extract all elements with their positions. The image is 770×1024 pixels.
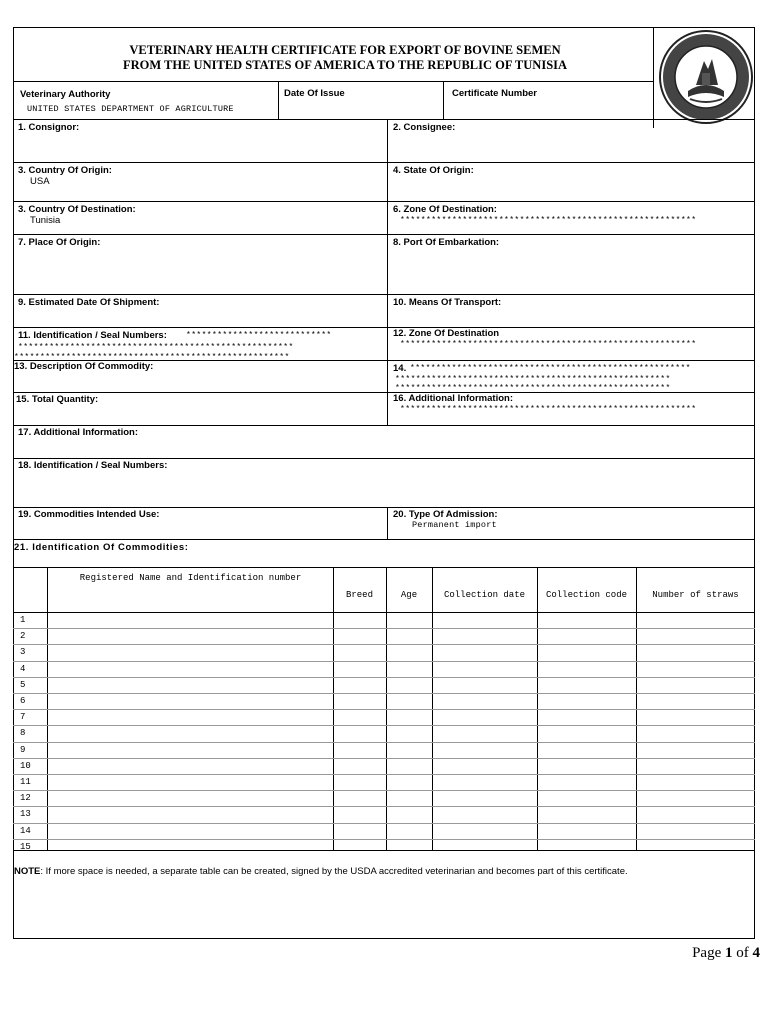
row-divider: [13, 742, 755, 743]
zone-destination-label: 6. Zone Of Destination:: [393, 204, 497, 215]
row-number: 11: [20, 777, 31, 787]
rule: [278, 81, 279, 119]
country-destination-label: 3. Country Of Destination:: [18, 204, 136, 215]
type-admission-value: Permanent import: [412, 520, 497, 530]
zone-destination-stars: *********************************************************: [400, 216, 697, 225]
zone-destination-12-stars: *********************************************************: [400, 340, 697, 349]
row-number: 10: [20, 760, 31, 771]
description-commodity-label: 13. Description Of Commodity:: [14, 361, 154, 372]
identification-seal-label: 11. Identification / Seal Numbers:: [18, 330, 167, 341]
type-admission-label: 20. Type Of Admission:: [393, 509, 498, 520]
note-body: : If more space is needed, a separate table can be created, signed by the USDA accredited veterinarian and becomes part of this certificate.: [40, 866, 628, 877]
title-line-1: VETERINARY HEALTH CERTIFICATE FOR EXPORT OF BOVINE SEMEN: [129, 43, 561, 57]
country-destination-value: Tunisia: [30, 215, 61, 226]
rule: [13, 81, 654, 82]
rule: [13, 327, 755, 328]
row-number: 15: [20, 841, 31, 852]
rule: [387, 507, 388, 539]
date-issue-label: Date Of Issue: [284, 88, 345, 99]
consignee-label: 2. Consignee:: [393, 122, 456, 133]
state-origin-label: 4. State Of Origin:: [393, 165, 474, 176]
col-header-number-straws: Number of straws: [652, 590, 739, 600]
row-divider: [13, 661, 755, 662]
row-divider: [13, 823, 755, 824]
row-number: 6: [20, 696, 26, 706]
row-number: 5: [20, 679, 26, 690]
rule: [13, 539, 755, 540]
row-divider: [13, 644, 755, 645]
identification-commodities-label: 21. Identification Of Commodities:: [14, 542, 189, 553]
port-embarkation-label: 8. Port Of Embarkation:: [393, 237, 500, 248]
identification-seal-stars: *****************************************************: [14, 353, 290, 362]
col-header-name: Registered Name and Identification number: [79, 573, 302, 583]
col-header-age: Age: [400, 590, 418, 600]
rule: [13, 201, 755, 202]
means-transport-label: 10. Means Of Transport:: [393, 297, 502, 308]
row-number: 3: [20, 647, 26, 658]
consignor-label: 1. Consignor:: [18, 122, 80, 133]
row-divider: [13, 806, 755, 807]
col-header-collection-code: Collection code: [545, 590, 627, 600]
page-indicator: [692, 945, 760, 962]
row-number: 4: [20, 663, 26, 674]
row-divider: [13, 839, 755, 840]
additional-info-16-stars: *********************************************************: [400, 405, 697, 414]
row-number: 12: [20, 793, 31, 804]
page-total: 4: [752, 945, 760, 961]
row-divider: [13, 725, 755, 726]
row-divider: [13, 790, 755, 791]
authority-value: UNITED STATES DEPARTMENT OF AGRICULTURE: [27, 104, 234, 114]
place-origin-label: 7. Place Of Origin:: [18, 237, 101, 248]
title-line-2: FROM THE UNITED STATES OF AMERICA TO THE REPUBLIC OF TUNISIA: [122, 58, 568, 72]
rule: [13, 458, 755, 459]
page-word: Page: [692, 945, 722, 961]
row-number: 14: [20, 825, 31, 836]
field-14-stars: *****************************************************: [395, 384, 671, 393]
row-number: 8: [20, 728, 26, 739]
row-number: 1: [20, 615, 26, 625]
row-divider: [13, 677, 755, 678]
estimated-date-label: 9. Estimated Date Of Shipment:: [18, 297, 160, 308]
rule: [13, 234, 755, 235]
field-14-label: 14.: [393, 363, 407, 374]
country-origin-value: USA: [30, 176, 50, 187]
row-divider: [13, 709, 755, 710]
identification-seal-stars: *****************************************************: [18, 343, 294, 352]
col-header-collection-date: Collection date: [443, 590, 525, 600]
country-origin-label: 3. Country Of Origin:: [18, 165, 112, 176]
certificate-border: [13, 27, 755, 939]
row-divider: [13, 693, 755, 694]
usda-seal-icon: [658, 29, 754, 125]
row-number: 13: [20, 809, 31, 820]
certificate-number-label: Certificate Number: [452, 88, 537, 99]
rule: [13, 294, 755, 295]
identification-18-label: 18. Identification / Seal Numbers:: [18, 460, 168, 471]
row-number: 9: [20, 744, 26, 755]
row-number: 7: [20, 712, 26, 723]
row-divider: [13, 628, 755, 629]
rule: [13, 119, 755, 120]
of-word: of: [736, 945, 749, 961]
rule: [387, 119, 388, 425]
col-header-breed: Breed: [345, 590, 373, 600]
field-14-stars: ******************************************************: [410, 364, 691, 373]
total-quantity-label: 15. Total Quantity:: [16, 394, 99, 405]
additional-info-17-label: 17. Additional Information:: [18, 427, 138, 438]
rule: [13, 507, 755, 508]
field-14-stars: *****************************************************: [395, 375, 671, 384]
note-text: [14, 866, 628, 877]
rule: [13, 162, 755, 163]
zone-destination-12-label: 12. Zone Of Destination: [393, 328, 500, 339]
row-number: 2: [20, 631, 26, 642]
authority-label: Veterinary Authority: [20, 89, 111, 100]
rule: [13, 425, 755, 426]
row-divider: [13, 758, 755, 759]
row-divider: [13, 774, 755, 775]
additional-info-16-label: 16. Additional Information:: [393, 393, 513, 404]
note-bold: NOTE: [14, 866, 41, 877]
identification-seal-stars: ****************************: [186, 331, 332, 340]
seal-divider: [653, 27, 654, 128]
intended-use-label: 19. Commodities Intended Use:: [18, 509, 160, 520]
page-number: 1: [725, 945, 733, 961]
rule: [443, 81, 444, 119]
